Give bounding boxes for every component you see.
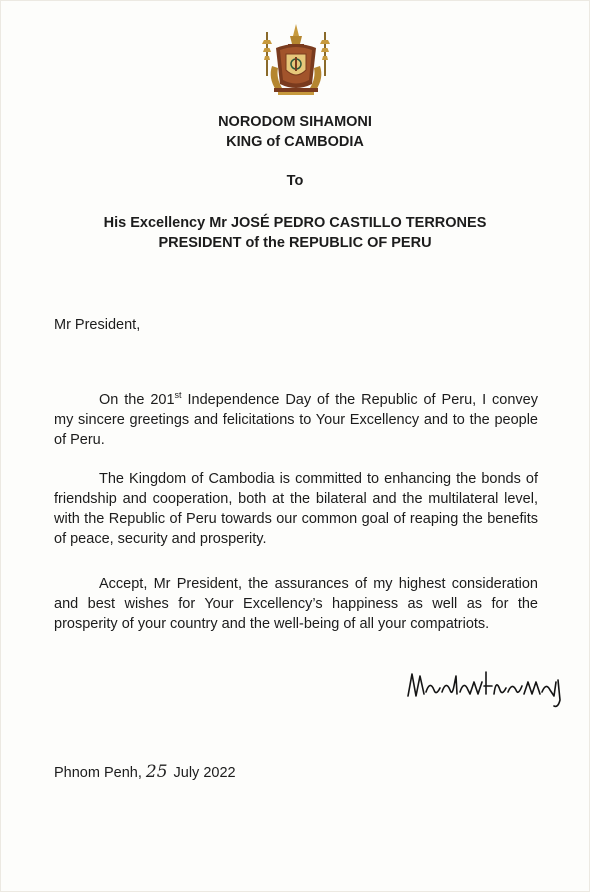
ordinal-suffix: st: [174, 390, 182, 400]
paragraph-2: The Kingdom of Cambodia is committed to enhancing the bonds of friendship and cooperation, both at the bilateral and the multilateral level, with the Republic of Peru towards our common goal of reaping the benefits of peace, security and prosperity.: [54, 471, 538, 547]
date-place: Phnom Penh,: [54, 765, 142, 781]
to-label: To: [286, 173, 304, 189]
sender-title: KING of CAMBODIA: [226, 134, 364, 150]
paragraph-3: Accept, Mr President, the assurances of my highest consideration and best wishes for Your Excellency’s happiness as well as for the prosperity of your country and the well-being of all your compatriots.: [54, 576, 538, 632]
recipient-title: PRESIDENT of the REPUBLIC OF PERU: [158, 235, 432, 251]
date-day: 25: [145, 762, 168, 782]
paragraph-1-rest: Independence Day of the Republic of Peru, I convey my sincere greetings and felicitations to Your Excellency and to the people of Peru.: [54, 391, 538, 448]
sender-name: NORODOM SIHAMONI: [218, 114, 372, 130]
date-line: [54, 761, 236, 784]
recipient-name: His Excellency Mr JOSÉ PEDRO CASTILLO TERRONES: [103, 215, 487, 231]
paragraph-1: [54, 385, 538, 450]
royal-coat-of-arms-icon: [258, 22, 334, 98]
salutation: Mr President,: [54, 317, 141, 333]
paragraph-1-start: On the 201: [99, 391, 175, 408]
handwritten-signature-icon: [404, 666, 570, 710]
date-month-year: July 2022: [173, 765, 236, 781]
